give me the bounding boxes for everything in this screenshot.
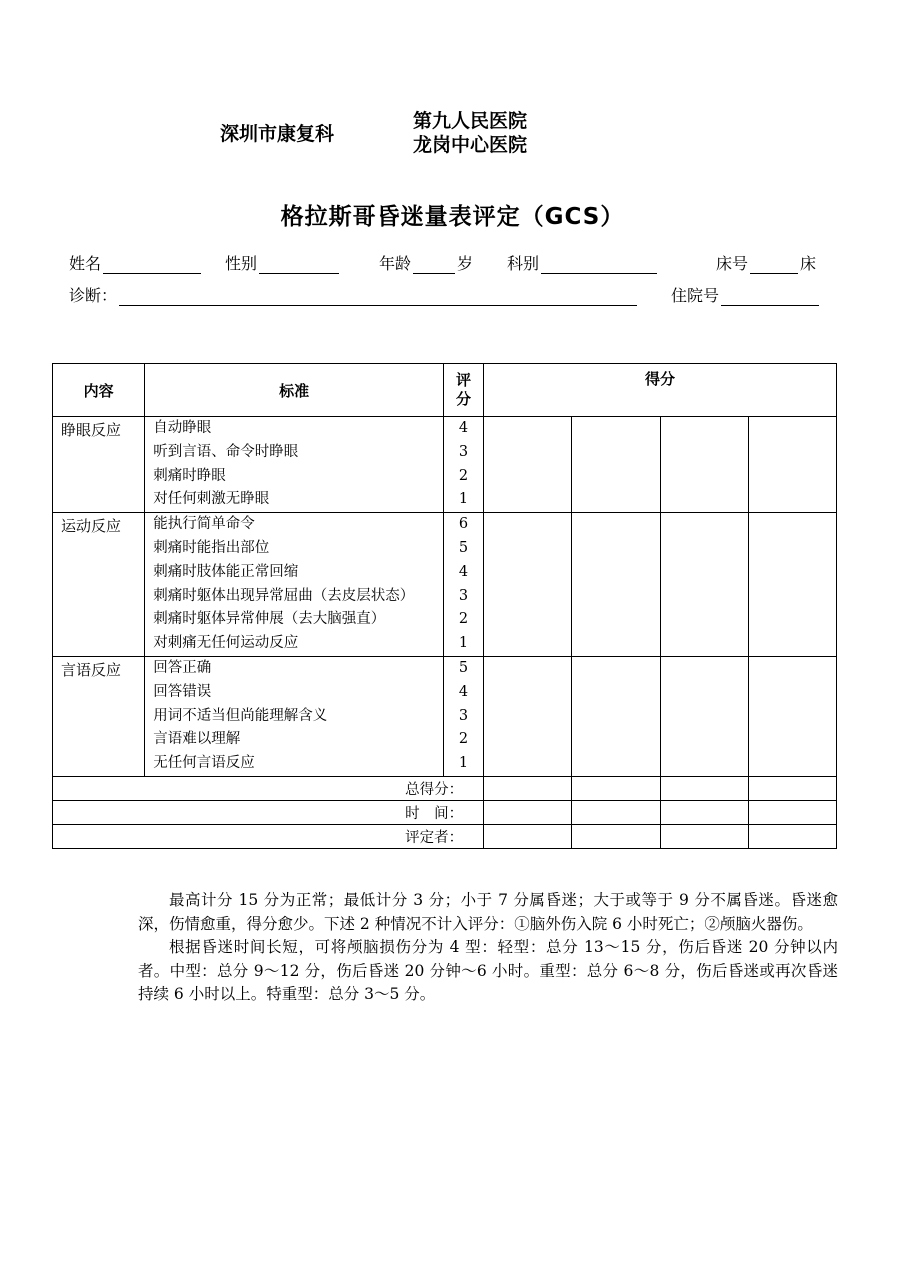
score-value: 2 — [458, 731, 469, 748]
criteria-item: 刺痛时能指出部位 — [153, 539, 270, 556]
score-value: 5 — [458, 659, 469, 676]
header-content: 内容 — [53, 364, 145, 417]
age-unit: 岁 — [457, 254, 474, 273]
section-motor-row — [53, 513, 837, 657]
gcs-table — [52, 363, 837, 849]
diagnosis-blank[interactable] — [119, 288, 637, 306]
criteria-item: 刺痛时躯体出现异常屈曲（去皮层状态） — [153, 587, 415, 604]
score-value: 4 — [458, 563, 469, 580]
form-title: 格拉斯哥昏迷量表评定（GCS） — [280, 204, 625, 230]
hospital-name-line2: 龙岗中心医院 — [413, 134, 528, 156]
criteria-item: 回答错误 — [153, 683, 212, 700]
total-score-row — [53, 776, 837, 800]
name-blank[interactable] — [103, 256, 201, 274]
diagnosis-field[interactable] — [69, 286, 639, 306]
result-cell[interactable] — [748, 417, 836, 513]
header-criteria: 标准 — [145, 364, 444, 417]
header-score-line2: 分 — [456, 390, 472, 408]
score-value: 3 — [458, 443, 469, 460]
sex-field[interactable] — [225, 254, 341, 274]
notes-paragraph-scoring: 最高计分 15 分为正常；最低计分 3 分；小于 7 分属昏迷；大于或等于 9 分不属昏迷。昏迷愈深，伤情愈重，得分愈少。下述 2 种情况不计入评分：①脑外伤入院 6 小时死亡；②颅脑火器伤。 — [138, 891, 838, 933]
result-cell[interactable] — [748, 513, 836, 657]
score-value: 2 — [458, 467, 469, 484]
age-field[interactable] — [379, 254, 473, 274]
criteria-item: 回答正确 — [153, 659, 212, 676]
notes-section — [138, 889, 838, 1007]
name-label: 姓名 — [69, 254, 102, 273]
criteria-item: 刺痛时睁眼 — [153, 467, 226, 484]
criteria-verbal — [145, 656, 444, 776]
hospital-department: 深圳市康复科 — [220, 123, 335, 145]
department-label: 科别 — [507, 254, 540, 273]
criteria-item: 听到言语、命令时睁眼 — [153, 443, 299, 460]
category-verbal: 言语反应 — [53, 656, 145, 776]
result-cell[interactable] — [484, 824, 572, 848]
result-cell[interactable] — [748, 656, 836, 776]
category-motor: 运动反应 — [53, 513, 145, 657]
department-blank[interactable] — [541, 256, 657, 274]
criteria-item: 用词不适当但尚能理解含义 — [153, 707, 328, 724]
bed-label: 床号 — [716, 254, 749, 273]
total-score-label: 总得分： — [53, 776, 484, 800]
criteria-motor — [145, 513, 444, 657]
score-value: 5 — [458, 539, 469, 556]
criteria-item: 对任何刺激无睁眼 — [153, 491, 270, 508]
criteria-item: 言语难以理解 — [153, 731, 241, 748]
result-cell[interactable] — [748, 824, 836, 848]
admission-label: 住院号 — [671, 286, 720, 305]
header-score — [443, 364, 483, 417]
result-cell[interactable] — [660, 513, 748, 657]
result-cell[interactable] — [572, 513, 660, 657]
result-cell[interactable] — [484, 656, 572, 776]
scores-verbal — [443, 656, 483, 776]
sex-blank[interactable] — [259, 256, 339, 274]
result-cell[interactable] — [572, 824, 660, 848]
score-value: 1 — [458, 755, 469, 772]
time-row — [53, 800, 837, 824]
header-score-line1: 评 — [456, 371, 472, 389]
criteria-item: 自动睁眼 — [153, 420, 212, 436]
header-result: 得分 — [484, 364, 837, 417]
score-value: 4 — [458, 683, 469, 700]
result-cell[interactable] — [572, 776, 660, 800]
bed-unit: 床 — [800, 254, 817, 273]
result-cell[interactable] — [748, 776, 836, 800]
bed-field[interactable] — [716, 254, 816, 274]
section-eye-row — [53, 417, 837, 513]
name-field[interactable] — [69, 254, 203, 274]
result-cell[interactable] — [484, 776, 572, 800]
assessor-label: 评定者： — [53, 824, 484, 848]
age-label: 年龄 — [379, 254, 412, 273]
result-cell[interactable] — [572, 417, 660, 513]
section-verbal-row — [53, 656, 837, 776]
admission-blank[interactable] — [721, 288, 819, 306]
criteria-item: 刺痛时肢体能正常回缩 — [153, 563, 299, 580]
score-value: 3 — [458, 587, 469, 604]
result-cell[interactable] — [484, 513, 572, 657]
sex-label: 性别 — [225, 254, 258, 273]
criteria-item: 能执行简单命令 — [153, 516, 255, 533]
scores-eye — [443, 417, 483, 513]
result-cell[interactable] — [660, 800, 748, 824]
score-value: 3 — [458, 707, 469, 724]
score-value: 1 — [458, 635, 469, 652]
score-value: 2 — [458, 611, 469, 628]
category-eye: 睁眼反应 — [53, 417, 145, 513]
result-cell[interactable] — [748, 800, 836, 824]
result-cell[interactable] — [660, 776, 748, 800]
result-cell[interactable] — [484, 417, 572, 513]
result-cell[interactable] — [660, 656, 748, 776]
notes-paragraph-classification: 根据昏迷时间长短，可将颅脑损伤分为 4 型：轻型：总分 13～15 分，伤后昏迷 20 分钟以内者。中型：总分 9～12 分，伤后昏迷 20 分钟～6 小时。重型：总分 6～8 分，伤后昏迷或再次昏迷持续 6 小时以上。特重型：总分 3～5 分。 — [138, 938, 838, 1003]
criteria-item: 无任何言语反应 — [153, 755, 255, 772]
age-blank[interactable] — [413, 256, 455, 274]
table-header-row — [53, 364, 837, 417]
admission-field[interactable] — [671, 286, 821, 306]
criteria-item: 对刺痛无任何运动反应 — [153, 635, 299, 652]
assessor-row — [53, 824, 837, 848]
result-cell[interactable] — [572, 656, 660, 776]
department-field[interactable] — [507, 254, 659, 274]
score-value: 1 — [458, 491, 469, 508]
score-value: 6 — [458, 516, 469, 533]
hospital-name-line1: 第九人民医院 — [413, 110, 528, 132]
criteria-eye — [145, 417, 444, 513]
result-cell[interactable] — [660, 824, 748, 848]
score-value: 4 — [458, 420, 469, 436]
diagnosis-label: 诊断： — [69, 286, 118, 305]
result-cell[interactable] — [572, 800, 660, 824]
bed-blank[interactable] — [750, 256, 798, 274]
result-cell[interactable] — [660, 417, 748, 513]
result-cell[interactable] — [484, 800, 572, 824]
criteria-item: 刺痛时躯体异常伸展（去大脑强直） — [153, 611, 386, 628]
time-label: 时 间： — [53, 800, 484, 824]
scores-motor — [443, 513, 483, 657]
